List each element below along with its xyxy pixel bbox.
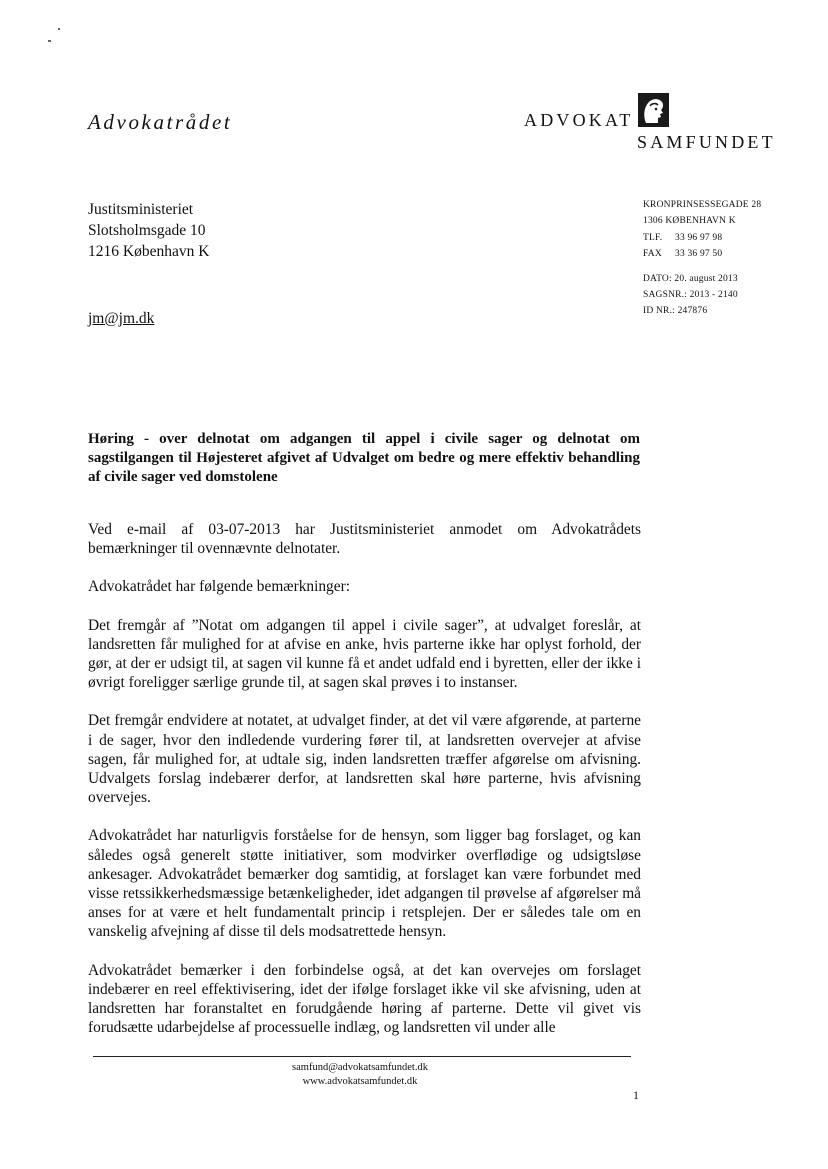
sender-city: 1306 KØBENHAVN K [643, 216, 736, 227]
logo-text-bottom: SAMFUNDET [637, 132, 776, 152]
sender-phone [643, 230, 761, 246]
footer-contact [200, 1061, 520, 1089]
scan-speck [48, 40, 51, 42]
sender-fax [643, 246, 761, 262]
letter-body [88, 520, 641, 1056]
phone-label: TLF. [643, 232, 663, 243]
body-paragraph: Advokatrådet bemærker i den forbindelse også, at det kan overvejes om forslaget indebærer en reel effektivisering, idet der ifølge forslaget ikke vil ske afvisning, uden at landsretten har foranstaltet en forudgående høring af parterne. Dette vil givet vis forudsætte udarbejdelse af processuelle indlæg, og landsretten vil under alle [88, 961, 641, 1037]
body-paragraph: Det fremgår af ”Notat om adgangen til appel i civile sager”, at udvalget foreslår, at landsretten får mulighed for at afvise en anke, hvis parterne ikke har oplyst forhold, der gør, at der er udsigt til, at sagen vil kunne få et andet udfald end i byretten, eller der ikke i øvrigt foreligger særlige grunde til, at sagen skal prøves i to instanser. [88, 616, 641, 692]
body-paragraph: Advokatrådet har følgende bemærkninger: [88, 578, 350, 596]
recipient-address [88, 199, 209, 262]
id-number: ID NR.: 247876 [643, 306, 708, 317]
advokatraadet-brand: Advokatrådet [88, 110, 233, 134]
letter-date: DATO: 20. august 2013 [643, 273, 738, 284]
body-paragraph: Ved e-mail af 03-07-2013 har Justitsministeriet anmodet om Advokatrådets bemærkninger til ovennævnte delnotater. [88, 521, 641, 558]
body-paragraph: Det fremgår endvidere at notatet, at udvalget finder, at det vil være afgørende, at parterne i de sager, hvor den indledende vurdering fører til, at landsretten overvejer at afvise sagen, får mulighed for, at udtale sig, inden landsretten træffer afgørelse om afvisning. Udvalgets forslag indebærer derfor, at landsretten skal høre parterne, hvis afvisning overvejes. [88, 712, 641, 807]
footer-divider [93, 1056, 631, 1057]
recipient-line: Slotsholmsgade 10 [88, 222, 206, 239]
page-number: 1 [633, 1088, 639, 1102]
sender-street: KRONPRINSESSEGADE 28 [643, 200, 762, 210]
logo-text-top: ADVOKAT [524, 110, 634, 130]
advokatsamfundet-logo [524, 92, 794, 152]
letter-subject: Høring - over delnotat om adgangen til appel i civile sager og delnotat om sagstilgangen til Højesteret afgivet af Udvalget om bedre og mere effektiv behandling af civile sager ved domstolene [88, 431, 640, 485]
footer-web-link[interactable]: www.advokatsamfundet.dk [302, 1076, 418, 1087]
footer-email-link[interactable]: samfund@advokatsamfundet.dk [292, 1062, 428, 1073]
recipient-email-link[interactable]: jm@jm.dk [88, 310, 155, 327]
fax-number: 33 36 97 50 [675, 249, 723, 260]
profile-emblem-icon [637, 92, 670, 128]
sender-info [643, 197, 761, 320]
recipient-line: 1216 København K [88, 243, 210, 260]
phone-number: 33 96 97 98 [675, 232, 723, 243]
scan-speck [58, 28, 60, 30]
recipient-line: Justitsministeriet [88, 201, 194, 218]
case-number: SAGSNR.: 2013 - 2140 [643, 290, 738, 301]
fax-label: FAX [643, 249, 662, 260]
body-paragraph: Advokatrådet har naturligvis forståelse for de hensyn, som ligger bag forslaget, og kan således også generelt støtte initiativer, som modvirker overflødige og udsigtsløse ankesager. Advokatrådet bemærker dog samtidig, at forslaget kan være forbundet med visse retssikkerhedsmæssige betænkeligheder, idet adgangen til prøvelse af afgørelser må anses for at være et helt fundamentalt princip i retsplejen. Der er således tale om en vanskelig afvejning af disse til dels modsatrettede hensyn. [88, 827, 641, 941]
